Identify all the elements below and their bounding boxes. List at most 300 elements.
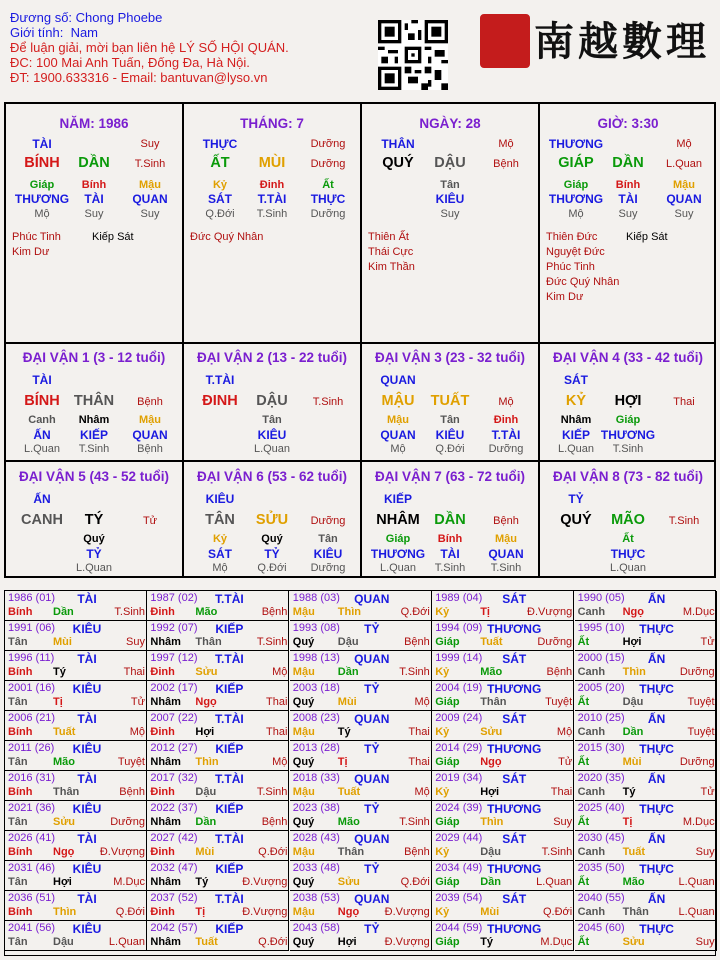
annual-branch: Dậu (337, 636, 359, 648)
annual-state: L.Quan (536, 876, 573, 888)
pillar-god: THÂN (381, 137, 415, 151)
annual-branch: Tý (337, 726, 351, 738)
annual-cell (147, 681, 289, 711)
hidden-god: T.TÀI (257, 192, 287, 206)
annual-year: 2026 (41) (8, 832, 56, 844)
annual-branch: Tị (480, 606, 490, 618)
annual-god: THỰC (639, 682, 674, 696)
annual-god: T.TÀI (215, 832, 244, 846)
annual-year: 1996 (11) (8, 652, 55, 664)
annual-cell (432, 861, 574, 891)
luck-hidden-god: ẤN (33, 428, 51, 442)
luck-hidden-stem: Ất (622, 533, 634, 545)
pillar-stem: QUÝ (382, 155, 414, 171)
annual-year: 2006 (21) (8, 712, 56, 724)
hidden-phase: T.Sinh (256, 208, 288, 220)
annual-cell (432, 831, 574, 861)
annual-stem: Canh (577, 606, 606, 618)
hidden-god: THƯƠNG (548, 192, 604, 206)
annual-branch: Thìn (622, 666, 646, 678)
annual-state: Mộ (129, 726, 145, 738)
annual-year: 2009 (24) (435, 712, 483, 724)
annual-year: 2035 (50) (577, 862, 625, 874)
annual-branch: Sửu (195, 666, 218, 678)
star-item: Thái Cực (368, 246, 414, 258)
annual-god: THƯƠNG (487, 862, 542, 876)
annual-state: Tử (700, 636, 715, 648)
annual-god: TÀI (77, 832, 97, 846)
annual-cell (5, 771, 147, 801)
annual-stem: Tân (8, 876, 28, 888)
annual-state: Mộ (556, 726, 573, 738)
luck-god: T.TÀI (205, 373, 235, 387)
pillar-top-state: Suy (140, 138, 160, 150)
luck-hidden-stem: Quý (83, 533, 105, 545)
annual-year: 2023 (38) (292, 802, 340, 814)
annual-branch: Thìn (53, 906, 77, 918)
annual-stem: Nhâm (150, 696, 181, 708)
annual-god: THỰC (639, 802, 674, 816)
hidden-phase: Suy (84, 208, 104, 220)
hidden-phase: Mộ (34, 208, 50, 220)
annual-cell (5, 891, 147, 921)
luck-branch: HỢI (614, 393, 642, 409)
luck-state: Bệnh (137, 396, 163, 408)
annual-branch: Tý (622, 786, 636, 798)
hidden-god: THƯƠNG (14, 192, 70, 206)
annual-cell (432, 801, 574, 831)
annual-stem: Đinh (150, 726, 175, 738)
annual-god: ẤN (647, 892, 666, 906)
annual-stem: Bính (8, 906, 33, 918)
annual-stem: Ất (577, 936, 590, 948)
annual-cell (290, 891, 432, 921)
hidden-phase: Suy (440, 208, 460, 220)
annual-year: 2017 (32) (150, 772, 198, 784)
annual-god: KIÊU (72, 802, 102, 816)
pillar-title: NGÀY: 28 (419, 116, 481, 131)
luck-title: ĐẠI VẬN 7 (63 - 72 tuổi) (374, 469, 526, 484)
annual-state: L.Quan (678, 906, 715, 918)
annual-year: 1993 (08) (292, 622, 340, 634)
annual-cell (432, 741, 574, 771)
pillar-stem: GIÁP (558, 155, 594, 171)
annual-state: Dưỡng (679, 756, 715, 768)
annual-god: ẤN (647, 772, 666, 786)
luck-hidden-god: QUAN (488, 547, 524, 561)
annual-stem: Bính (8, 606, 33, 618)
luck-hidden-stem: Đinh (493, 414, 519, 426)
annual-year: 1992 (07) (150, 622, 198, 634)
annual-year: 2018 (33) (292, 772, 340, 784)
pillar-branch: DẦN (612, 155, 644, 171)
star-item: Phúc Tinh (12, 231, 61, 243)
annual-branch: Mão (622, 876, 645, 888)
annual-stem: Đinh (150, 906, 175, 918)
annual-god: T.TÀI (215, 652, 244, 666)
luck-god: TÀI (32, 373, 52, 387)
annual-stem: Nhâm (150, 936, 181, 948)
annual-cell (575, 861, 717, 891)
annual-stem: Kỷ (435, 726, 450, 738)
annual-cell (432, 591, 574, 621)
annual-stem: Đinh (150, 606, 175, 618)
annual-cell (5, 711, 147, 741)
annual-cell (147, 891, 289, 921)
annual-god: KIẾP (215, 742, 244, 756)
annual-cell (147, 861, 289, 891)
pillar-god: THỰC (202, 137, 238, 151)
luck-state: Thai (673, 396, 695, 408)
annual-god: QUAN (354, 892, 390, 906)
annual-god: QUAN (354, 712, 390, 726)
annual-stem: Quý (292, 816, 315, 828)
annual-cell (147, 831, 289, 861)
annual-year: 2032 (47) (150, 862, 198, 874)
luck-hidden-god: THƯƠNG (600, 428, 656, 442)
annual-state: Q.Đới (542, 906, 573, 918)
annual-branch: Mão (53, 756, 75, 768)
annual-state: Bệnh (404, 846, 430, 858)
luck-hidden-god: QUAN (132, 428, 168, 442)
annual-branch: Mùi (480, 906, 500, 918)
luck-branch: MÃO (611, 512, 645, 528)
annual-state: Đ.Vượng (242, 906, 288, 918)
annual-god: T.TÀI (215, 712, 244, 726)
luck-hidden-phase: Dưỡng (310, 562, 346, 574)
luck-state: T.Sinh (312, 396, 344, 408)
annual-branch: Dần (480, 876, 501, 888)
annual-stem: Giáp (435, 696, 460, 708)
luck-hidden-stem: Nhâm (560, 414, 592, 426)
annual-god: TÀI (77, 772, 97, 786)
annual-branch: Sửu (480, 726, 503, 738)
luck-state: Dưỡng (310, 515, 346, 527)
annual-state: Thai (265, 696, 288, 708)
annual-god: TÀI (77, 712, 97, 726)
annual-stem: Canh (577, 726, 606, 738)
gender-label: Giới tính: (10, 25, 64, 40)
annual-state: Tử (130, 696, 145, 708)
annual-year: 2044 (59) (435, 922, 483, 934)
hidden-god: THỰC (310, 192, 346, 206)
luck-god: TỶ (568, 492, 584, 506)
annual-year: 2030 (45) (577, 832, 625, 844)
luck-hidden-phase: L.Quan (75, 562, 113, 574)
annual-god: THỰC (639, 622, 674, 636)
pillar-stem: ẤT (210, 155, 230, 171)
annual-stem: Tân (8, 636, 28, 648)
luck-title: ĐẠI VẬN 4 (33 - 42 tuổi) (552, 350, 704, 365)
luck-hidden-god: KIẾP (79, 428, 108, 442)
luck-stem: CANH (21, 512, 63, 528)
star-item: Phúc Tinh (546, 261, 595, 273)
hidden-god: TÀI (84, 192, 104, 206)
annual-god: QUAN (354, 832, 390, 846)
annual-stem: Kỷ (435, 606, 450, 618)
annual-year: 2028 (43) (292, 832, 340, 844)
annual-god: THƯƠNG (487, 922, 542, 936)
luck-branch: TUẤT (430, 393, 470, 409)
annual-state: Bệnh (261, 606, 288, 618)
luck-title: ĐẠI VẬN 8 (73 - 82 tuổi) (552, 469, 704, 484)
annual-god: TÀI (77, 652, 97, 666)
annual-year: 2011 (26) (8, 742, 55, 754)
annual-branch: Hợi (480, 786, 500, 798)
pillar-state: Bệnh (493, 158, 519, 170)
star-item: Kim Dư (12, 246, 50, 258)
annual-state: Tuyệt (687, 696, 715, 708)
luck-branch: THÂN (73, 393, 115, 409)
annual-stem: Canh (577, 786, 606, 798)
pillar-title: NĂM: 1986 (59, 116, 129, 131)
annual-god: THƯƠNG (487, 682, 542, 696)
luck-branch: DẬU (256, 393, 288, 409)
luck-hidden-stem: Kỷ (212, 533, 228, 545)
annual-year: 2005 (20) (577, 682, 625, 694)
annual-cell (290, 741, 432, 771)
annual-year: 2029 (44) (435, 832, 483, 844)
annual-state: Thai (265, 726, 288, 738)
annual-cell (290, 651, 432, 681)
annual-state: Suy (553, 816, 573, 828)
annual-state: T.Sinh (399, 666, 430, 678)
annual-state: Dưỡng (679, 666, 715, 678)
annual-state: Suy (695, 936, 715, 948)
star-item: Thiên Ất (368, 231, 409, 243)
annual-stem: Ất (577, 876, 590, 888)
annual-year: 2001 (16) (8, 682, 56, 694)
annual-cell (575, 681, 717, 711)
hidden-god: QUAN (666, 192, 702, 206)
annual-year: 1994 (09) (435, 622, 483, 634)
annual-state: Bệnh (119, 786, 145, 798)
annual-cell (432, 891, 574, 921)
annual-stem: Mậu (292, 666, 315, 678)
annual-god: SÁT (502, 892, 527, 906)
luck-hidden-god: KIẾP (561, 428, 590, 442)
annual-branch: Dần (195, 816, 217, 828)
annual-branch: Thìn (480, 816, 504, 828)
annual-stem: Đinh (150, 846, 175, 858)
annual-state: Tuyệt (117, 756, 145, 768)
annual-cell (147, 771, 289, 801)
hidden-stem: Bính (615, 179, 641, 191)
annual-god: T.TÀI (215, 592, 244, 606)
annual-year: 1995 (10) (577, 622, 625, 634)
annual-branch: Tuất (622, 846, 645, 858)
annual-year: 2038 (53) (292, 892, 340, 904)
annual-state: Đ.Vượng (242, 876, 288, 888)
luck-hidden-phase: L.Quan (557, 443, 595, 455)
hidden-god: SÁT (208, 192, 232, 206)
annual-cell (575, 831, 717, 861)
annual-state: Q.Đới (400, 876, 430, 888)
annual-branch: Tị (622, 816, 633, 828)
annual-year: 2034 (49) (435, 862, 483, 874)
annual-state: Tử (558, 756, 573, 768)
hidden-god: KIÊU (435, 192, 465, 206)
annual-cell (290, 711, 432, 741)
annual-god: T.TÀI (215, 772, 244, 786)
annual-year: 1999 (14) (435, 652, 483, 664)
luck-hidden-phase: T.Sinh (612, 443, 644, 455)
hidden-stem: Tân (440, 179, 460, 191)
annual-god: SÁT (502, 592, 527, 606)
annual-stem: Bính (8, 726, 33, 738)
annual-stem: Nhâm (150, 876, 181, 888)
annual-god: ẤN (647, 652, 666, 666)
luck-stem: ĐINH (202, 393, 238, 409)
annual-state: Thai (408, 756, 430, 768)
luck-title: ĐẠI VẬN 6 (53 - 62 tuổi) (196, 469, 348, 484)
annual-year: 2021 (36) (8, 802, 56, 814)
annual-state: Q.Đới (258, 846, 288, 858)
contact-line: Để luận giải, mời bạn liên hệ LÝ SỐ HỘI QUÁN. (10, 40, 289, 55)
luck-hidden-phase: T.Sinh (434, 562, 466, 574)
star-item: Nguyệt Đức (546, 246, 605, 258)
annual-year: 2037 (52) (150, 892, 198, 904)
annual-cell (290, 771, 432, 801)
luck-god: ẤN (33, 492, 51, 506)
annual-branch: Thân (53, 786, 80, 798)
hidden-stem: Giáp (29, 179, 55, 191)
luck-branch: DẦN (434, 512, 466, 528)
annual-cell (147, 711, 289, 741)
luck-hidden-phase: Mộ (212, 562, 228, 574)
luck-hidden-god: KIÊU (313, 547, 343, 561)
annual-stem: Kỷ (435, 786, 450, 798)
annual-stem: Ất (577, 696, 590, 708)
annual-cell (575, 741, 717, 771)
luck-hidden-god: THỰC (610, 547, 646, 561)
annual-god: SÁT (502, 712, 527, 726)
luck-stem: KỶ (565, 393, 587, 409)
annual-cell (147, 591, 289, 621)
annual-cell (5, 831, 147, 861)
annual-state: Đ.Vượng (384, 906, 430, 918)
luck-state: Tử (142, 515, 158, 527)
annual-cell (147, 741, 289, 771)
annual-year: 2033 (48) (292, 862, 340, 874)
annual-branch: Ngọ (622, 606, 644, 618)
annual-year: 2010 (25) (577, 712, 625, 724)
annual-cell (575, 711, 717, 741)
annual-stem: Giáp (435, 636, 460, 648)
annual-year: 1986 (01) (8, 592, 56, 604)
annual-god: KIẾP (215, 682, 244, 696)
qr-code-icon (378, 20, 448, 90)
annual-stem: Kỷ (435, 906, 450, 918)
hidden-phase: Suy (674, 208, 694, 220)
annual-branch: Mão (480, 666, 503, 678)
luck-hidden-phase: Bệnh (137, 443, 163, 455)
annual-god: TỶ (364, 922, 380, 936)
luck-hidden-stem: Mậu (139, 414, 161, 426)
annual-year: 2014 (29) (435, 742, 483, 754)
annual-branch: Thân (480, 696, 507, 708)
luck-hidden-stem: Tân (318, 533, 338, 545)
annual-stem: Tân (8, 816, 28, 828)
luck-branch: TÝ (84, 512, 104, 528)
annual-cell (575, 591, 717, 621)
header (10, 10, 289, 85)
annual-god: KIÊU (72, 922, 102, 936)
annual-god: TỶ (364, 742, 380, 756)
hidden-stem: Mậu (139, 179, 161, 191)
annual-stem: Mậu (292, 906, 315, 918)
annual-stem: Ất (577, 816, 590, 828)
annual-stem: Đinh (150, 786, 175, 798)
name-value: Chong Phoebe (75, 10, 163, 25)
star-item: Kiếp Sát (626, 231, 668, 243)
luck-title: ĐẠI VẬN 5 (43 - 52 tuổi) (18, 469, 170, 484)
annual-cell (432, 771, 574, 801)
annual-stem: Quý (292, 756, 315, 768)
annual-cell (575, 921, 717, 951)
star-item: Kim Thần (368, 261, 415, 273)
luck-hidden-god: SÁT (208, 547, 232, 561)
hidden-god: TÀI (618, 192, 638, 206)
annual-cell (290, 861, 432, 891)
luck-hidden-god: TÀI (440, 547, 460, 561)
annual-god: THỰC (639, 862, 674, 876)
annual-branch: Tị (337, 756, 348, 768)
annual-branch: Tuất (53, 726, 76, 738)
annual-year: 1989 (04) (435, 592, 483, 604)
pillar-branch: MÙI (258, 155, 286, 171)
annual-state: Suy (695, 846, 715, 858)
annual-year: 2003 (18) (292, 682, 340, 694)
annual-cell (575, 621, 717, 651)
annual-state: Dưỡng (537, 636, 573, 648)
annual-god: QUAN (354, 592, 390, 606)
luck-stem: TÂN (205, 512, 235, 528)
pillar-god: THƯƠNG (548, 137, 604, 151)
annual-stem: Tân (8, 756, 28, 768)
hidden-stem: Kỷ (212, 179, 228, 191)
hidden-phase: Suy (618, 208, 638, 220)
luck-hidden-stem: Nhâm (78, 414, 110, 426)
annual-year: 2004 (19) (435, 682, 483, 694)
annual-year: 2024 (39) (435, 802, 483, 814)
brand-seal (480, 14, 530, 68)
annual-year: 1990 (05) (577, 592, 625, 604)
luck-hidden-stem: Mậu (495, 533, 517, 545)
annual-god: KIÊU (72, 742, 102, 756)
luck-hidden-phase: L.Quan (609, 562, 647, 574)
annual-state: Mộ (414, 786, 430, 798)
annual-branch: Dậu (480, 846, 501, 858)
luck-stem: NHÂM (376, 512, 420, 528)
annual-god: ẤN (647, 592, 666, 606)
annual-state: Đ.Vượng (384, 936, 430, 948)
annual-god: T.TÀI (215, 892, 244, 906)
annual-stem: Ất (577, 636, 590, 648)
annual-god: THƯƠNG (487, 802, 542, 816)
pillar-top-state: Mộ (498, 138, 514, 150)
annual-year: 1987 (02) (150, 592, 198, 604)
annual-state: Tuyệt (545, 696, 573, 708)
luck-hidden-god: KIÊU (257, 428, 287, 442)
luck-hidden-stem: Tân (440, 414, 460, 426)
annual-stem: Nhâm (150, 756, 181, 768)
annual-stem: Tân (8, 936, 28, 948)
name-label: Đương số: (10, 10, 73, 25)
annual-cell (575, 771, 717, 801)
pillar-state: Dưỡng (310, 158, 346, 170)
annual-stem: Giáp (435, 876, 460, 888)
